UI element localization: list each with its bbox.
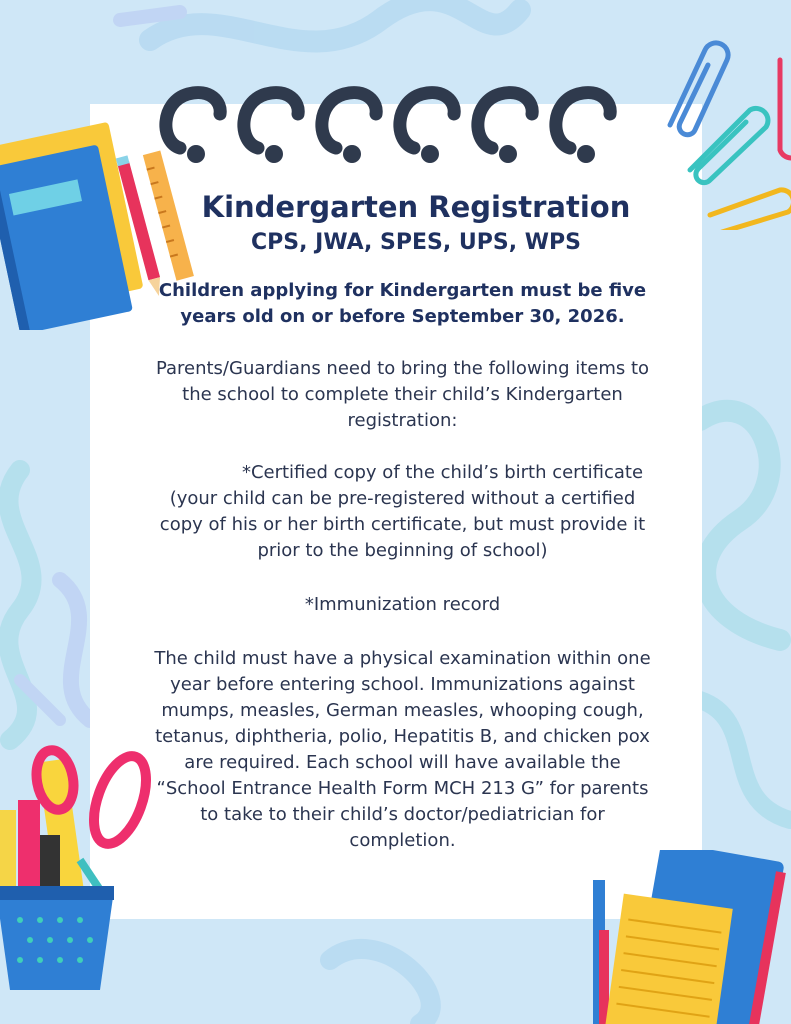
- spiral-notebook-icon: [585, 850, 791, 1024]
- birth-certificate-note: (your child can be pre-registered without a certified copy of his or her birth certificate, but must provide it prior to the beginning of school): [159, 488, 646, 561]
- flyer-subtitle: CPS, JWA, SPES, UPS, WPS: [251, 230, 581, 255]
- flyer-title: Kindergarten Registration: [201, 190, 631, 224]
- physical-exam-paragraph: The child must have a physical examination within one year before entering school. Immunizations against mumps, measles, German measles, whooping cough, tetanus, diphtheria, polio, Hepatitis B, and chicken pox are required. Each school will have available the “School Entrance Health Form MCH 213 G” for parents to take to their child’s doctor/pediatrician for completion.: [154, 648, 651, 851]
- age-requirement: Children applying for Kindergarten must be five years old on or before September 30, 2026.: [158, 280, 647, 327]
- birth-certificate-item: *Certified copy of the child’s birth certificate: [241, 462, 644, 483]
- immunization-item: *Immunization record: [304, 594, 501, 615]
- pencil-cup-icon: [0, 740, 170, 1000]
- spiral-binding-icon: [150, 72, 630, 172]
- intro-paragraph: Parents/Guardians need to bring the following items to the school to complete their child’s Kindergarten registration:: [155, 358, 650, 431]
